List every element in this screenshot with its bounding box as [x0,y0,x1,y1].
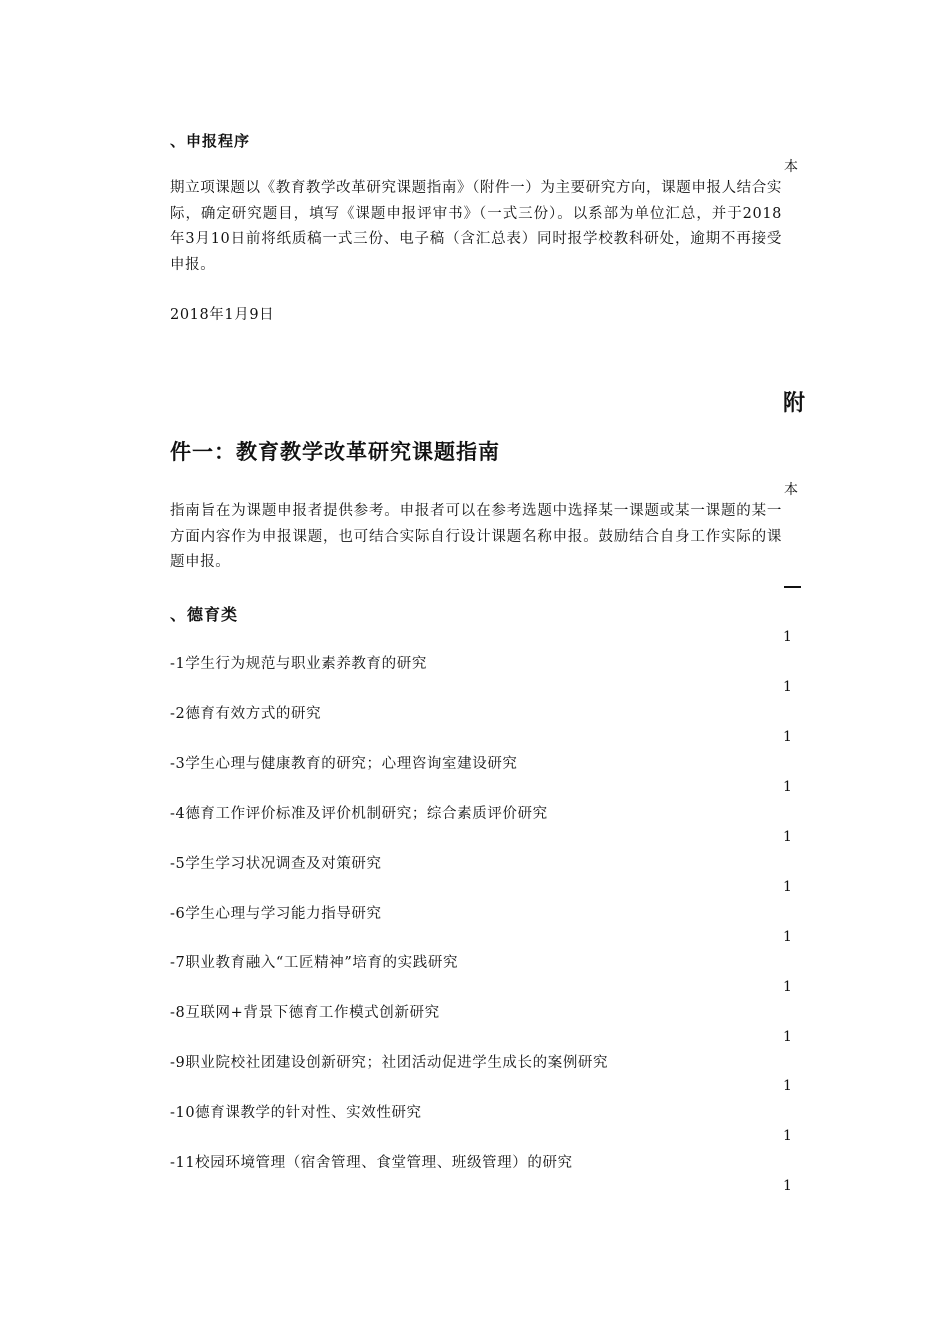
margin-number: 1 [783,1178,792,1194]
list-item: -7职业教育融入“工匠精神”培育的实践研究 [170,955,459,971]
list-item: -9职业院校社团建设创新研究；社团活动促进学生成长的案例研究 [170,1055,609,1071]
margin-number: 1 [783,1128,792,1144]
list-item: -10德育课教学的针对性、实效性研究 [170,1105,422,1121]
margin-number: 1 [783,679,792,695]
margin-dash [784,586,801,588]
margin-number: 1 [783,1029,792,1045]
margin-number: 1 [783,779,792,795]
guide-paragraph: 指南旨在为课题申报者提供参考。申报者可以在参考选题中选择某一课题或某一课题的某一方面内容作为申报课题，也可结合实际自行设计课题名称申报。鼓励结合自身工作实际的课题申报。 [170,503,782,570]
margin-number: 1 [783,729,792,745]
section-heading-procedure: 、申报程序 [170,132,251,150]
document-date: 2018年1月9日 [170,307,275,323]
margin-number: 1 [783,1078,792,1094]
margin-char: 本 [784,482,798,498]
margin-number: 1 [783,629,792,645]
margin-number: 1 [783,879,792,895]
list-item: -4德育工作评价标准及评价机制研究；综合素质评价研究 [170,806,548,822]
procedure-paragraph: 期立项课题以《教育教学改革研究课题指南》（附件一）为主要研究方向，课题申报人结合实际，确定研究题目，填写《课题申报评审书》（一式三份）。以系部为单位汇总，并于2018年3月10日前将纸质稿一式三份、电子稿（含汇总表）同时报学校教科研处，逾期不再接受申报。 [170,180,782,273]
attachment-title-margin: 附 [783,391,806,416]
list-item: -11校园环境管理（宿舍管理、食堂管理、班级管理）的研究 [170,1155,573,1171]
margin-char: 本 [784,159,798,175]
list-item: -2德育有效方式的研究 [170,706,322,722]
margin-number: 1 [783,979,792,995]
margin-number: 1 [783,829,792,845]
list-item: -5学生学习状况调查及对策研究 [170,856,382,872]
list-item: -1学生行为规范与职业素养教育的研究 [170,656,427,672]
attachment-title: 件一：教育教学改革研究课题指南 [170,440,500,464]
list-item: -6学生心理与学习能力指导研究 [170,906,382,922]
list-item: -8互联网+背景下德育工作模式创新研究 [170,1005,440,1021]
section-heading-moral: 、德育类 [170,605,239,624]
margin-number: 1 [783,929,792,945]
list-item: -3学生心理与健康教育的研究；心理咨询室建设研究 [170,756,518,772]
